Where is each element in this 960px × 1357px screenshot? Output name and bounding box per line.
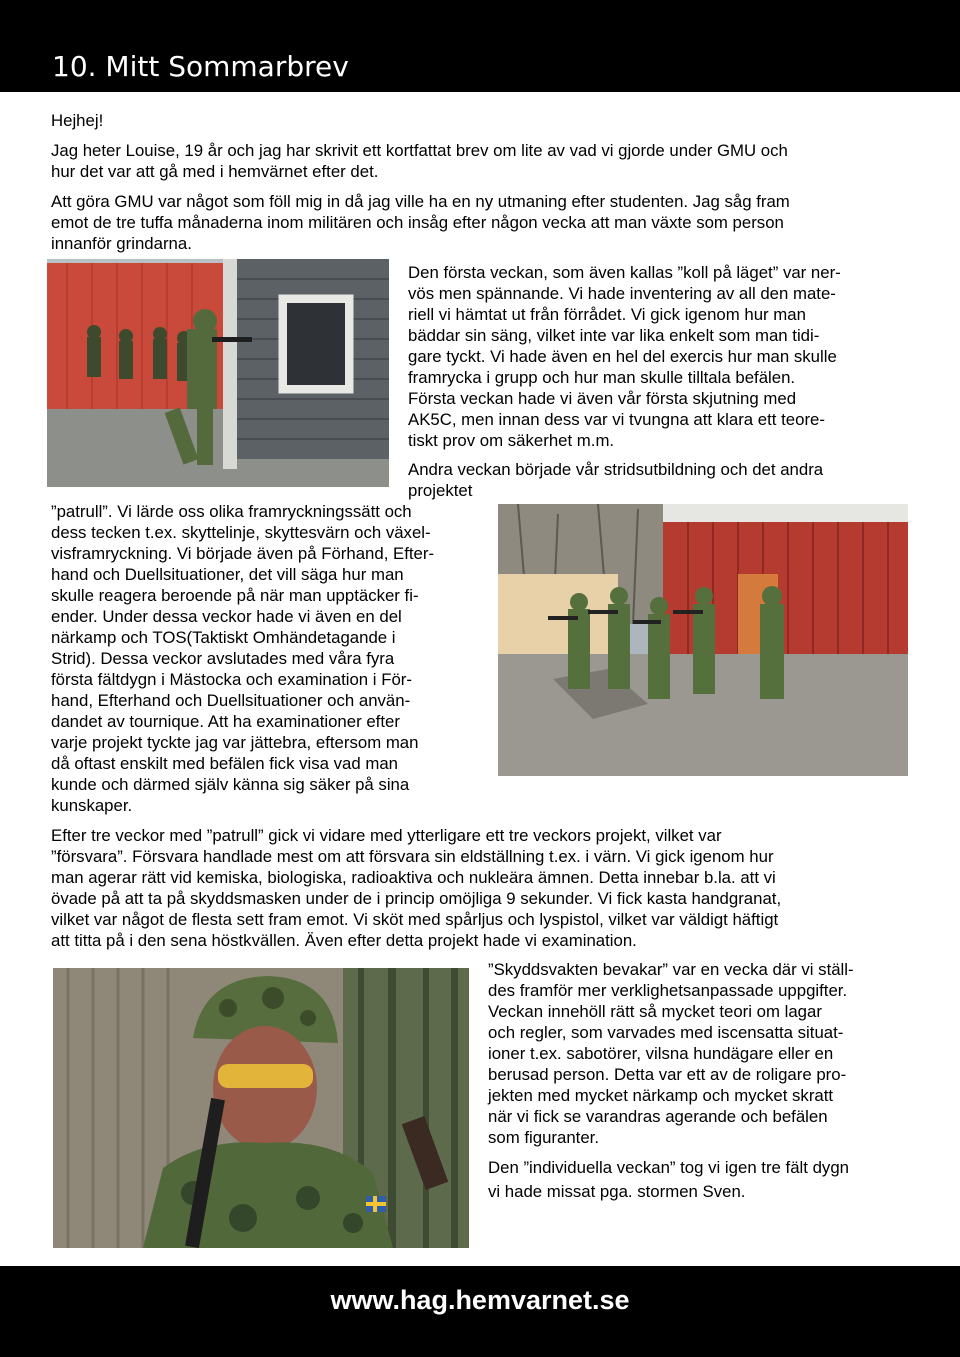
intro-line: hur det var att gå med i hemvärnet efter det. (51, 162, 379, 181)
photo-patrol-red-building (498, 504, 908, 776)
paragraph-line: Andra veckan började vår stridsutbildning och det andra (408, 460, 824, 479)
paragraph-line: att titta på i den sena höstkvällen. Även efter detta projekt hade vi examination. (51, 931, 637, 950)
greeting: Hejhej! (51, 111, 104, 130)
paragraph-line: ”försvara”. Försvara handlade mest om att försvara sin eldställning t.ex. i värn. Vi gick igenom hur (51, 847, 774, 866)
paragraph-line: ioner t.ex. sabotörer, vilsna hundägare eller en (488, 1044, 834, 1063)
paragraph-line: och regler, som varvades med iscensatta situat- (488, 1023, 844, 1042)
website-url: www.hag.hemvarnet.se (330, 1285, 630, 1315)
paragraph-line: visframryckning. Vi började även på Förhand, Efter- (51, 544, 435, 563)
footer-band (0, 1266, 960, 1357)
paragraph-line: dess tecken t.ex. skyttelinje, skyttesvärn och växel- (51, 523, 431, 542)
paragraph-line: hand och Duellsituationer, det vill säga hur man (51, 565, 404, 584)
paragraph-line: hand, Efterhand och Duellsituationer och använ- (51, 691, 411, 710)
paragraph-line: då oftast enskilt med befälen fick visa vad man (51, 754, 398, 773)
photo-soldier-portrait (53, 968, 469, 1248)
paragraph-line: Den första veckan, som även kallas ”koll på läget” var ner- (408, 263, 841, 282)
paragraph-line: gare tyckt. Vi hade även en hel del exercis hur man skulle (408, 347, 837, 366)
paragraph-line: AK5C, men innan dess var vi tvungna att klara ett teore- (408, 410, 825, 429)
paragraph-line: bäddar sin säng, vilket inte var lika enkelt som man tidi- (408, 326, 820, 345)
paragraph-line: Den ”individuella veckan” tog vi igen tre fält dygn (488, 1158, 849, 1177)
intro-line: Jag heter Louise, 19 år och jag har skrivit ett kortfattat brev om lite av vad vi gjorde under GMU och (51, 141, 788, 160)
photo-soldiers-window-training (47, 259, 389, 487)
paragraph-line: berusad person. Detta var ett av de roligare pro- (488, 1065, 847, 1084)
paragraph-line: närkamp och TOS(Taktiskt Omhändetagande i (51, 628, 396, 647)
paragraph-line: övade på att ta på skyddsmasken under de i princip omöjliga 9 sekunder. Vi fick kasta handgranat, (51, 889, 782, 908)
paragraph-line: skulle reagera beroende på när man upptäcker fi- (51, 586, 419, 605)
paragraph-line: vös men spännande. Vi hade inventering av all den mate- (408, 284, 836, 303)
paragraph-line: första fältdygn i Mästocka och examination i För- (51, 670, 412, 689)
paragraph-line: projektet (408, 481, 473, 500)
paragraph-line: innanför grindarna. (51, 234, 192, 253)
paragraph-line: Efter tre veckor med ”patrull” gick vi vidare med ytterligare ett tre veckors projekt, vilket var (51, 826, 722, 845)
paragraph-line: Veckan innehöll rätt så mycket teori om lagar (488, 1002, 822, 1021)
paragraph-line: tiskt prov om säkerhet m.m. (408, 431, 615, 450)
paragraph-line: som figuranter. (488, 1128, 599, 1147)
paragraph-line: vilket var något de flesta sett fram emot. Vi sköt med spårljus och lyspistol, vilket var väldigt häftigt (51, 910, 779, 929)
paragraph-line: ”patrull”. Vi lärde oss olika framryckningssätt och (51, 502, 412, 521)
page-title: 10. Mitt Sommarbrev (52, 50, 349, 83)
paragraph-line: Att göra GMU var något som föll mig in då jag ville ha en ny utmaning efter studenten. Jag såg fram (51, 192, 790, 211)
paragraph-line: när vi fick se varandras agerande och befälen (488, 1107, 828, 1126)
header-band (0, 0, 960, 92)
paragraph-line: ender. Under dessa veckor hade vi även en del (51, 607, 402, 626)
paragraph-line: ”Skyddsvakten bevakar” var en vecka där vi ställ- (488, 960, 854, 979)
paragraph-line: jekten med mycket närkamp och mycket skratt (488, 1086, 834, 1105)
paragraph-line: kunskaper. (51, 796, 133, 815)
paragraph-line: des framför mer verklighetsanpassade uppgifter. (488, 981, 848, 1000)
paragraph-line: Strid). Dessa veckor avslutades med våra fyra (51, 649, 395, 668)
paragraph-line: man agerar rätt vid kemiska, biologiska, radioaktiva och nukleära ämnen. Detta innebar b.la. att vi (51, 868, 776, 887)
paragraph-line: emot de tre tuffa månaderna inom militären och insåg efter någon vecka att man växte som person (51, 213, 784, 232)
paragraph-line: varje projekt tyckte jag var jättebra, eftersom man (51, 733, 419, 752)
paragraph-line: kunde och därmed själv känna sig säker på sina (51, 775, 410, 794)
paragraph-line: vi hade missat pga. stormen Sven. (488, 1182, 746, 1201)
paragraph-line: Första veckan hade vi även vår första skjutning med (408, 389, 797, 408)
paragraph-line: riell vi hämtat ut från förrådet. Vi gick igenom hur man (408, 305, 806, 324)
paragraph-line: dandet av tournique. Att ha examinationer efter (51, 712, 400, 731)
paragraph-line: framrycka i grupp och hur man skulle tilltala befälen. (408, 368, 796, 387)
